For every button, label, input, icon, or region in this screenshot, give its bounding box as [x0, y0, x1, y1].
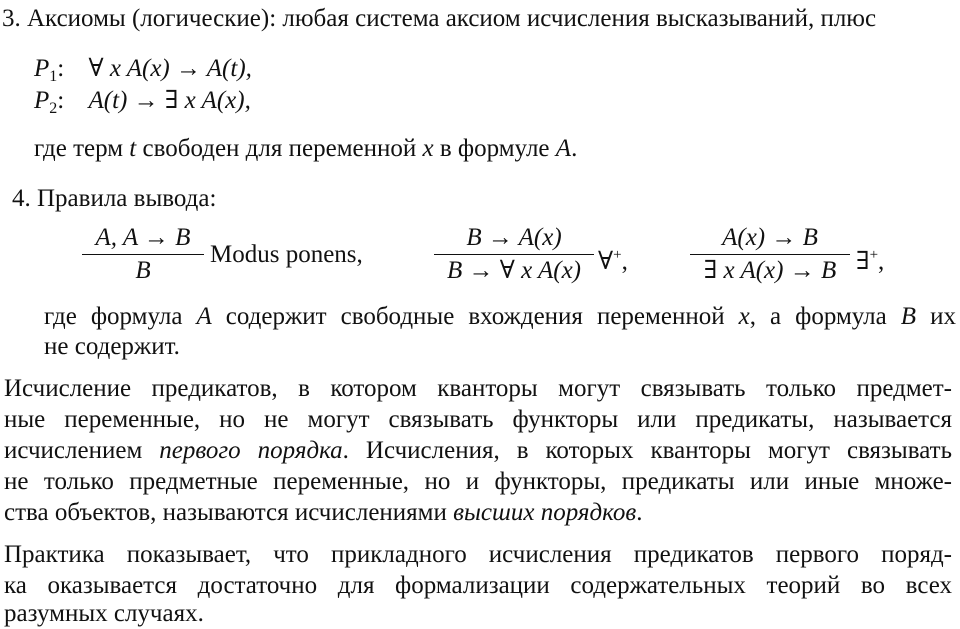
exists-symbol: ∃ [856, 248, 870, 275]
term-t: t [129, 135, 137, 162]
item3-number: 3. [2, 5, 21, 32]
rule-note-line1 [44, 302, 956, 332]
term-condition-post: в формуле [433, 135, 556, 162]
note-formula-a: A [196, 303, 212, 330]
rule1-name: Modus ponens, [210, 241, 363, 268]
axiom-p2-label: P [34, 87, 50, 114]
rule1-fraction-bar [82, 254, 204, 255]
para2-line1: Практика показывает, что прикладного исчисления предикатов первого поряд- [4, 541, 952, 568]
variable-x: x [422, 135, 434, 162]
item3-text: Аксиомы (логические): любая система аксиом исчисления высказываний, плюс [27, 5, 877, 32]
rule3-plus: + [869, 247, 879, 263]
rule2-plus: + [613, 247, 622, 263]
term-condition [34, 134, 577, 164]
rule-note-line2: не содержит. [44, 333, 180, 360]
note-variable-x: x [738, 303, 750, 330]
axiom-p1-colon: : [57, 55, 65, 82]
rule3-label [856, 240, 884, 277]
para1-line3-post: . Исчисления, в которых кванторы могут связывать [342, 437, 952, 464]
term-condition-pre: где терм [34, 135, 130, 162]
note-formula-b: B [900, 303, 917, 330]
rule3-fraction-bar [690, 254, 850, 255]
para1-line3 [4, 436, 952, 466]
axiom-p1-label: P [34, 55, 50, 82]
para1-line1: Исчисление предикатов, в котором кванторы могут связывать только предмет- [4, 375, 952, 402]
rule2-premise: B → A(x) [466, 224, 562, 251]
rule2-comma: , [621, 248, 628, 275]
para1-line5-post: . [636, 499, 643, 526]
rule3-conclusion: ∃ x A(x) → B [703, 257, 837, 284]
para2-line2: ка оказывается достаточно для формализации содержательных теорий во всех [4, 572, 952, 599]
term-higher-order: высших порядков [453, 499, 637, 526]
rule-forall-intro [434, 224, 594, 285]
item4-number: 4. [12, 185, 31, 212]
axiom-p1-index: 1 [49, 68, 58, 85]
term-first-order: первого порядка [159, 437, 343, 464]
axiom-p1-formula: ∀ x A(x) → A(t), [88, 55, 252, 82]
rule-modus-ponens [82, 224, 204, 285]
axiom-p2-index: 2 [49, 100, 58, 117]
formula-a: A [555, 135, 572, 162]
term-condition-mid: свободен для переменной [136, 135, 423, 162]
rule3-premise: A(x) → B [722, 224, 818, 251]
rule1-premises: A, A → B [95, 224, 191, 251]
term-condition-end: . [571, 135, 578, 162]
item3-line [2, 4, 876, 34]
axiom-p2 [34, 86, 251, 124]
item4-line [12, 184, 216, 214]
para1-line2: ные переменные, но не могут связывать функторы или предикаты, называется [4, 406, 952, 433]
forall-symbol: ∀ [598, 248, 614, 275]
rule2-label [598, 240, 628, 277]
note-mid: содержит свободные вхождения переменной [211, 303, 739, 330]
rule2-conclusion: B → ∀ x A(x) [446, 257, 582, 284]
rule3-comma: , [878, 248, 885, 275]
axiom-p2-colon: : [57, 87, 65, 114]
note-end: их [916, 303, 956, 330]
para1-line5 [4, 498, 643, 528]
note-pre: где формула [44, 303, 197, 330]
rule-exists-intro [690, 224, 850, 285]
para1-line5-pre: ства объектов, называются исчислениями [4, 499, 454, 526]
axiom-p2-formula: A(t) → ∃ x A(x), [88, 87, 251, 114]
rule2-fraction-bar [434, 254, 594, 255]
note-mid2: , а формула [749, 303, 901, 330]
para1-line4: не только предметные переменные, но и функторы, предикаты или иные множе- [4, 468, 952, 495]
item4-text: Правила вывода: [37, 185, 217, 212]
para1-line3-pre: исчислением [4, 437, 160, 464]
rule1-conclusion: B [135, 257, 151, 284]
para2-line3: разумных случаях. [4, 600, 204, 627]
